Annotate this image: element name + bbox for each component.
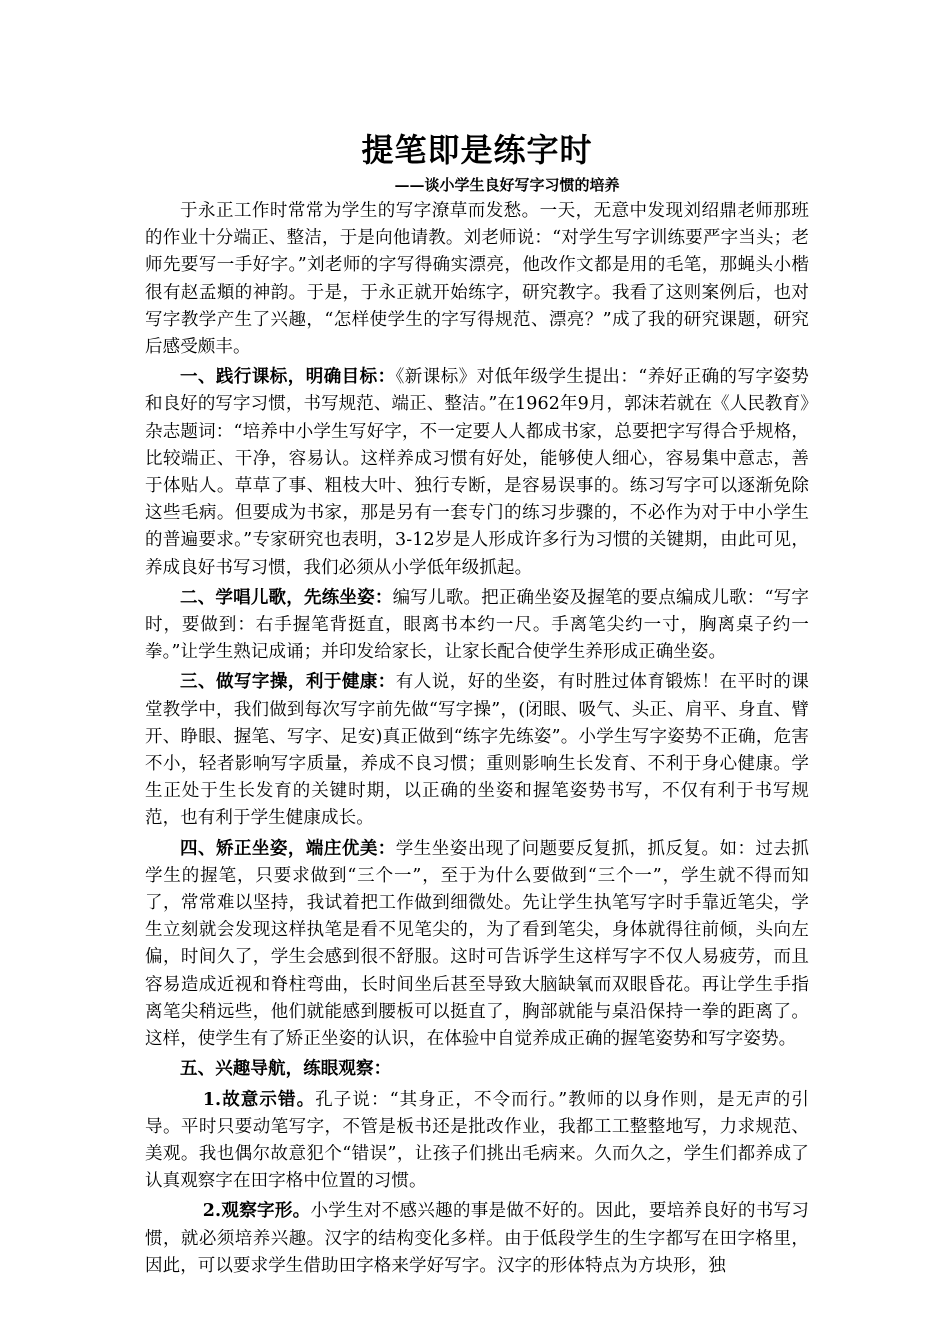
paragraph-section-5	[145, 1056, 809, 1083]
section-heading: 四、矫正坐姿，端庄优美：	[180, 838, 396, 859]
section-heading: 二、学唱儿歌，先练坐姿：	[180, 587, 393, 608]
paragraph-section-1	[145, 364, 809, 582]
section-heading: 三、做写字操，利于健康：	[180, 672, 396, 693]
document-title: 提笔即是练字时	[361, 131, 593, 169]
section-heading: 一、践行课标，明确目标：	[180, 367, 396, 388]
subsection-heading: 1.故意示错。	[202, 1089, 316, 1110]
paragraph-text: 《新课标》对低年级学生提出：“养好正确的写字姿势和良好的写字习惯，书写规范、端正、整洁。”在1962年9月，郭沫若就在《人民教育》杂志题词：“培养中小学生写好字，不一定要人人都成书家，总要把字写得合乎规格，比较端正、干净，容易认。这样养成习惯有好处，能够使人细心，容易集中意志，善于体贴人。草草了事、粗枝大叶、独行专断，是容易误事的。练习写字可以逐渐免除这些毛病。但要成为书家，那是另有一套专门的练习步骤的，不必作为对于中小学生的普遍要求。”专家研究也表明，3-12岁是人形成许多行为习惯的关键期，由此可见，养成良好书写习惯，我们必须从小学低年级抓起。	[145, 367, 809, 578]
paragraph-section-2	[145, 585, 809, 667]
document-page	[145, 128, 809, 1283]
paragraph-subsection-1	[145, 1087, 809, 1196]
paragraph-text: 孔子说：“其身正，不令而行。”教师的以身作则，是无声的引导。平时只要动笔写字，不管是板书还是批改作业，我都工工整整地写，力求规范、美观。我也偶尔故意犯个“错误”，让孩子们挑出毛病来。久而久之，学生们都养成了认真观察字在田字格中位置的习惯。	[145, 1089, 809, 1192]
paragraph-section-4	[145, 836, 809, 1054]
paragraph-text: 学生坐姿出现了问题要反复抓，抓反复。如：过去抓学生的握笔，只要求做到“三个一”，至于为什么要做到“三个一”，学生就不得而知了，常常难以坚持，我试着把工作做到细微处。先让学生执笔写字时手靠近笔尖，学生立刻就会发现这样执笔是看不见笔尖的，为了看到笔尖，身体就得往前倾，头向左偏，时间久了，学生会感到很不舒服。这时可告诉学生这样写字不仅人易疲劳，而且容易造成近视和脊柱弯曲，长时间坐后甚至导致大脑缺氧而双眼昏花。再让学生手指离笔尖稍远些，他们就能感到腰板可以挺直了，胸部就能与桌沿保持一拳的距离了。这样，使学生有了矫正坐姿的认识，在体验中自觉养成正确的握笔姿势和写字姿势。	[145, 838, 809, 1050]
subsection-heading: 2.观察字形。	[202, 1201, 311, 1222]
paragraph-intro	[145, 198, 809, 361]
document-subtitle: ——谈小学生良好写字习惯的培养	[394, 176, 620, 194]
paragraph-text: 有人说，好的坐姿，有时胜过体育锻炼！在平时的课堂教学中，我们做到每次写字前先做“写字操”，(闭眼、吸气、头正、肩平、身直、臂开、睁眼、握笔、写字、足安)真正做到“练字先练姿”。小学生写字姿势不正确，危害不小，轻者影响写字质量，养成不良习惯；重则影响生长发育、不利于身心健康。学生正处于生长发育的关键时期，以正确的坐姿和握笔姿势书写，不仅有利于书写规范，也有利于学生健康成长。	[145, 672, 809, 829]
paragraph-text: 编写儿歌。把正确坐姿及握笔的要点编成儿歌：“写字时，要做到：右手握笔背挺直，眼离书本约一尺。手离笔尖约一寸，胸离桌子约一拳。”让学生熟记成诵；并印发给家长，让家长配合使学生养形成正确坐姿。	[145, 587, 809, 663]
paragraph-subsection-2	[145, 1198, 809, 1280]
section-heading: 五、兴趣导航，练眼观察：	[180, 1059, 392, 1080]
paragraph-text: 小学生对不感兴趣的事是做不好的。因此，要培养良好的书写习惯，就必须培养兴趣。汉字的结构变化多样。由于低段学生的生字都写在田字格里，因此，可以要求学生借助田字格来学好写字。汉字的形体特点为方块形，独	[145, 1201, 809, 1276]
paragraph-text: 于永正工作时常常为学生的写字潦草而发愁。一天，无意中发现刘绍鼎老师那班的作业十分端正、整洁，于是向他请教。刘老师说：“对学生写字训练要严字当头；老师先要写一手好字。”刘老师的字写得确实漂亮，他改作文都是用的毛笔，那蝇头小楷很有赵孟頫的神韵。于是，于永正就开始练字，研究教字。我看了这则案例后，也对写字教学产生了兴趣，“怎样使学生的字写得规范、漂亮？”成了我的研究课题，研究后感受颇丰。	[145, 201, 809, 358]
paragraph-section-3	[145, 669, 809, 832]
